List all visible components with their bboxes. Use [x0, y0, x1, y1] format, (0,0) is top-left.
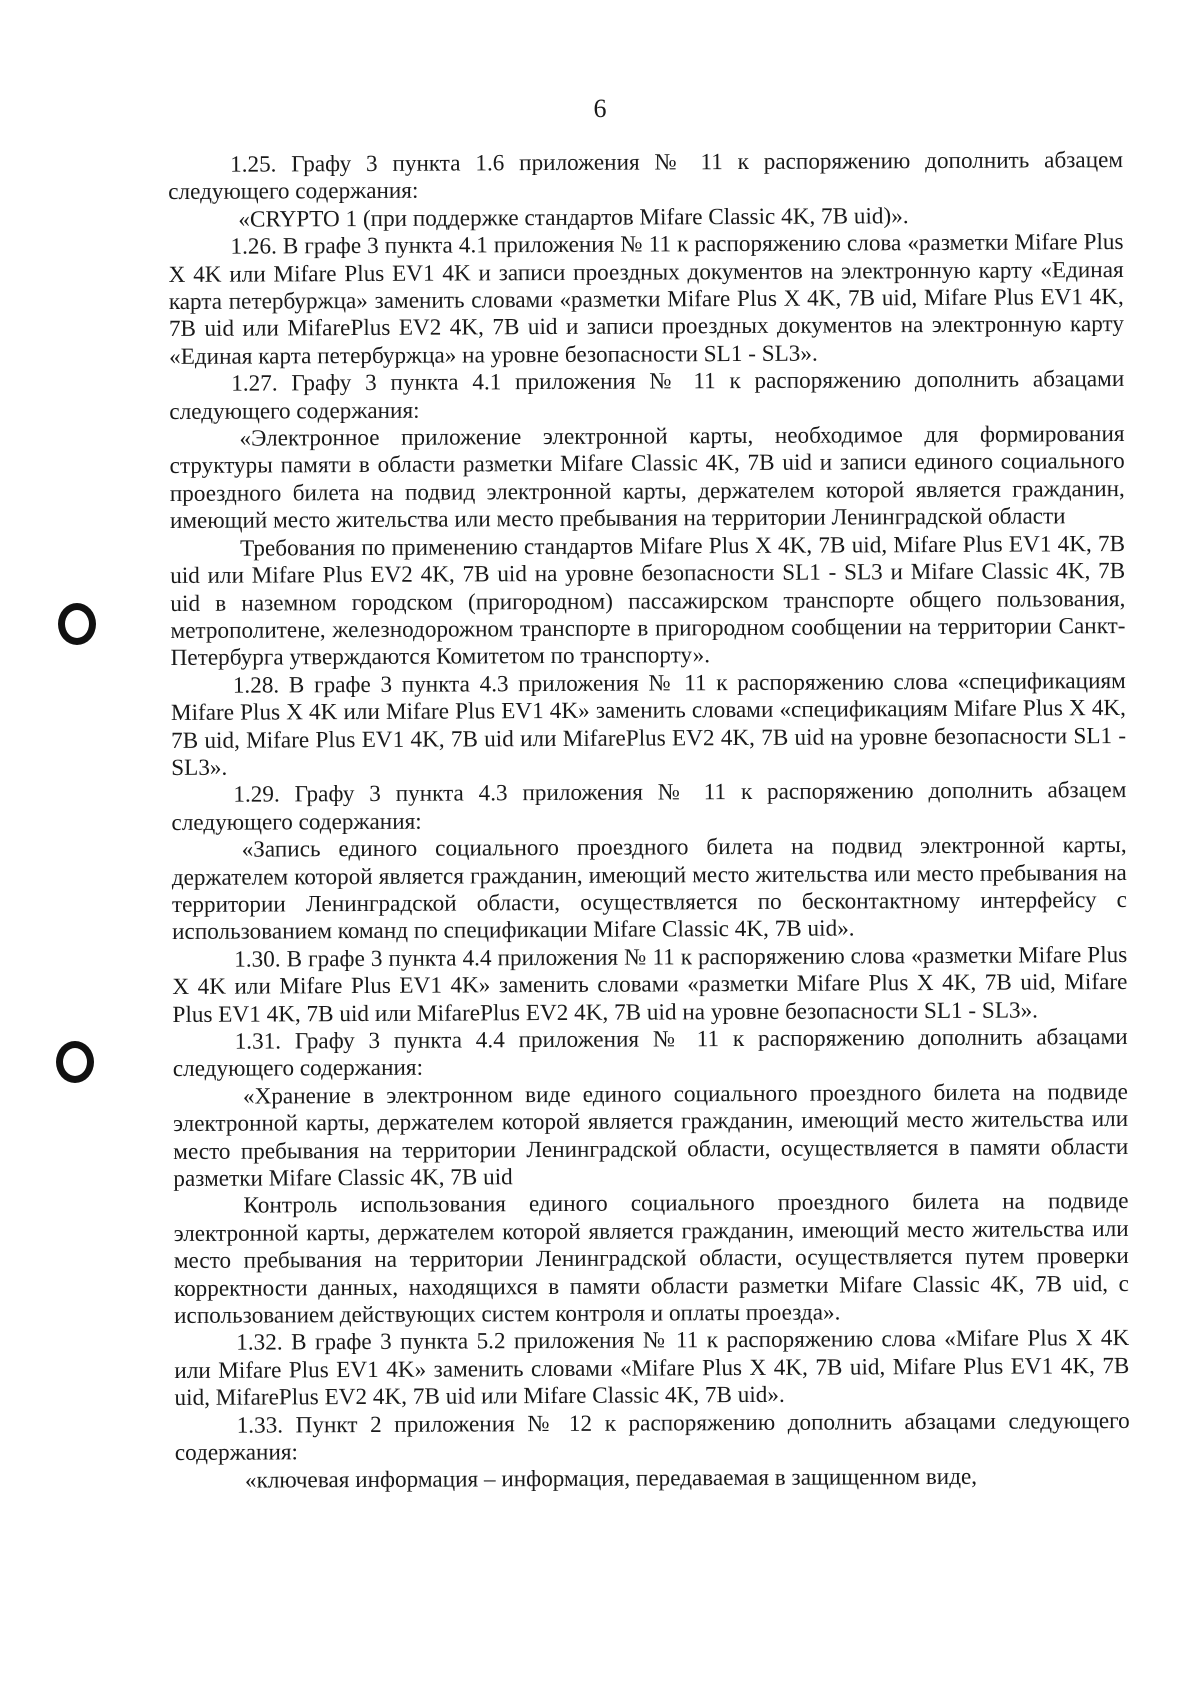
paragraph-1-27-quote-b: Требования по применению стандартов Mifare Plus X 4K, 7B uid, Mifare Plus EV1 4K, 7B uid или Mifare Plus EV2 4K, 7B uid на уровне безопасности SL1 - SL3 и Mifare Classic 4K, 7B uid в наземном городском (пригородном) пассажирском транспорте общего пользования, метрополитене, железнодорожном транспорте в пригородном сообщении на территории Санкт-Петербурга утверждаются Комитетом по транспорту».	[170, 530, 1126, 672]
paragraph-1-33-quote: «ключевая информация – информация, передаваемая в защищенном виде,	[244, 1463, 978, 1494]
paragraph-1-30: 1.30. В графе 3 пункта 4.4 приложения № 11 к распоряжению слова «разметки Mifare Plus X 4K или Mifare Plus EV1 4K» заменить словами «разметки Mifare Plus X 4K, 7B uid, Mifare Plus EV1 4K, 7B uid или MifarePlus EV2 4K, 7B uid на уровне безопасности SL1 - SL3».	[172, 941, 1128, 1028]
paragraph-1-26: 1.26. В графе 3 пункта 4.1 приложения № 11 к распоряжению слова «разметки Mifare Plus X 4K или Mifare Plus EV1 4K и записи проездных документов на электронную карту «Единая карта петербуржца» заменить словами «разметки Mifare Plus X 4K, 7B uid, Mifare Plus EV1 4K, 7B uid или MifarePlus EV2 4K, 7B uid и записи проездных документов на электронную карту «Единая карта петербуржца» на уровне безопасности SL1 - SL3».	[168, 229, 1124, 370]
paragraph-1-29-quote: «Запись единого социального проездного билета на подвид электронной карты, держателем которой является гражданин, имеющий место жительства или место пребывания на территории Ленинградской области, осуществляется по бесконтактному интерфейсу с использованием команд по спецификации Mifare Classic 4K, 7B uid».	[171, 832, 1127, 946]
paragraph-1-32: 1.32. В графе 3 пункта 5.2 приложения № 11 к распоряжению слова «Mifare Plus X 4K или Mifare Plus EV1 4K» заменить словами «Mifare Plus X 4K, 7B uid, Mifare Plus EV1 4K, 7B uid, MifarePlus EV2 4K, 7B uid или Mifare Classic 4K, 7B uid».	[174, 1325, 1130, 1412]
punch-hole-upper	[58, 603, 96, 645]
paragraph-1-25: 1.25. Графу 3 пункта 1.6 приложения № 11 к распоряжению дополнить абзацем следующего содержания:	[168, 146, 1124, 206]
paragraph-1-27: 1.27. Графу 3 пункта 4.1 приложения № 11 к распоряжению дополнить абзацами следующего содержания:	[169, 366, 1125, 425]
paragraph-1-31-quote-a: «Хранение в электронном виде единого социального проездного билета на подвиде электронной карты, держателем которой является гражданин, имеющий место жительства или место пребывания на территории Ленинградской области, осуществляется в памяти области разметки Mifare Classic 4K, 7B uid	[173, 1078, 1129, 1193]
paragraph-1-28: 1.28. В графе 3 пункта 4.3 приложения № 11 к распоряжению слова «спецификациям Mifare Plus X 4K или Mifare Plus EV1 4K» заменить словами «спецификациям Mifare Plus X 4K, 7B uid, Mifare Plus EV1 4K, 7B uid или MifarePlus EV2 4K, 7B uid на уровне безопасности SL1 - SL3».	[170, 667, 1127, 781]
paragraph-crypto-quote: «CRYPTO 1 (при поддержке стандартов Mifare Classic 4K, 7B uid)».	[238, 202, 909, 233]
paragraph-1-33: 1.33. Пункт 2 приложения № 12 к распоряжению дополнить абзацами следующего содержания:	[174, 1407, 1130, 1467]
paragraph-1-31: 1.31. Графу 3 пункта 4.4 приложения № 11 к распоряжению дополнить абзацами следующего содержания:	[172, 1023, 1128, 1083]
paragraph-1-29: 1.29. Графу 3 пункта 4.3 приложения № 11 к распоряжению дополнить абзацем следующего содержания:	[171, 777, 1127, 836]
punch-hole-lower	[56, 1041, 94, 1083]
page-number: 6	[593, 94, 607, 123]
paragraph-1-27-quote-a: «Электронное приложение электронной карты, необходимое для формирования структуры памяти в области разметки Mifare Classic 4K, 7B uid и записи единого социального проездного билета на подвид электронной карты, держателем которой является гражданин, имеющий место жительства или место пребывания на территории Ленинградской области	[169, 421, 1125, 535]
paragraph-1-31-quote-b: Контроль использования единого социального проездного билета на подвиде электронной карты, держателем которой является гражданин, имеющий место жительства или место пребывания на территории Ленинградской области, осуществляется путем проверки корректности данных, находящихся в памяти области разметки Mifare Classic 4K, 7B uid, с использованием действующих систем контроля и оплаты проезда».	[173, 1188, 1130, 1330]
document-body	[168, 147, 1130, 1495]
